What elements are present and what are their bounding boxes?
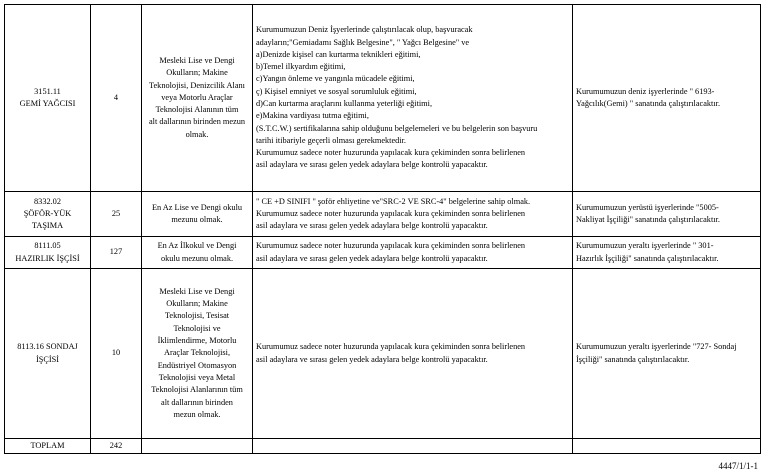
conditions-cell [253,5,573,192]
position-code-cell [5,192,91,237]
note-line: Nakliyat İşçiliği" sanatında çalıştırılacaktır. [576,215,720,224]
condition-line: " CE +D SINIFI " şoför ehliyetine ve"SRC-2 VE SRC-4" belgelerine sahip olmak. [256,196,531,206]
position-code: 8113.16 SONDAJ [17,342,78,352]
positions-table [4,4,761,454]
education-line: İklimlendirme, Motorlu [157,336,237,346]
position-code-cell [5,269,91,439]
empty-cell [573,439,761,454]
condition-line: Kurumumuz sadece noter huzurunda yapılacak kura çekiminden sonra belirlenen [256,241,526,251]
table-row [5,269,761,439]
position-count: 25 [91,192,142,237]
condition-line: Kurumumuz sadece noter huzurunda yapılacak kura çekiminden sonra belirlenen [256,148,526,158]
education-cell [142,269,253,439]
condition-line: Kurumumuz sadece noter huzurunda yapılacak kura çekiminden sonra belirlenen [256,208,526,218]
condition-line: Kurumumuzun Deniz İşyerlerinde çalıştırılacak olup, başvuracak [256,25,473,35]
conditions-cell [253,192,573,237]
education-line: Okulların; Makine [166,68,228,78]
note-line: İşçiliği" sanatında çalıştırılacaktır. [576,354,690,364]
condition-line: e)Makina vardiyası tutma eğitimi, [256,111,369,121]
position-code: 3151.11 [34,86,61,96]
condition-line: ç) Kişisel emniyet ve sosyal sorumluluk eğitimi, [256,86,417,96]
condition-line: asil adaylara ve sırası gelen yedek adaylara belge kontrolü yapacaktır. [256,354,488,364]
position-title: İŞÇİSİ [35,354,60,364]
note-cell [573,237,761,269]
note-line: Kurumumuzun yeraltı işyerlerinde " 301- [576,241,714,251]
position-code: 8332.02 [34,196,61,206]
education-line: Endüstriyel Otomasyon [157,360,237,370]
note-line: Kurumumuzun yeraltı işyerlerinde "727- Sondaj [576,342,737,352]
education-line: Teknolojisi ve [173,323,221,333]
condition-line: a)Denizde kişisel can kurtarma teknikleri eğitimi, [256,49,421,59]
condition-line: adayların;"Gemiadamı Sağlık Belgesine", " Yağcı Belgesine" ve [256,37,470,47]
education-line: En Az Lise ve Dengi okulu [151,202,243,212]
education-line: mezun olmak. [173,409,221,419]
education-line: alt dallarının birinden mezun [148,117,246,127]
condition-line: (S.T.C.W.) sertifikalarına sahip olduğunu belgelemeleri ve bu belgelerin son başvuru [256,123,538,133]
education-line: Teknolojisi Alanının tüm [155,105,239,115]
position-title: HAZIRLIK İŞÇİSİ [15,253,80,263]
table-row [5,192,761,237]
note-line: Yağcılık(Gemi) " sanatında çalıştırılacaktır. [576,99,721,108]
condition-line: asil adaylara ve sırası gelen yedek adaylara belge kontrolü yapacaktır. [256,253,488,263]
education-cell [142,237,253,269]
condition-line: tarihi itibariyle geçerli olması gerekmektedir. [256,135,406,145]
education-line: Araçlar Teknolojisi, [163,348,231,358]
education-cell [142,192,253,237]
position-code: 8111.05 [34,241,61,251]
document-code: 4447/1/1-1 [718,461,758,471]
condition-line: c)Yangın önleme ve yangınla mücadele eğitimi, [256,74,415,84]
condition-line: d)Can kurtarma araçlarını kullanma yeterliği eğitimi, [256,99,433,108]
education-line: Teknolojisi, Tesisat [164,311,230,321]
condition-line: b)Temel ilkyardım eğitimi, [256,62,346,72]
education-line: Teknolojisi, Denizcilik Alanı [149,80,245,90]
position-code-cell [5,237,91,269]
education-line: Okulların; Makine [166,299,228,309]
education-line: Teknolojisi veya Metal [158,372,236,382]
table-row [5,5,761,192]
position-count: 10 [91,269,142,439]
education-line: olmak. [185,129,209,139]
position-count: 4 [91,5,142,192]
condition-line: Kurumumuz sadece noter huzurunda yapılacak kura çekiminden sonra belirlenen [256,342,526,352]
table-row [5,237,761,269]
education-line: alt dallarının birinden [161,397,233,407]
empty-cell [142,439,253,454]
conditions-cell [253,269,573,439]
note-line: Hazırlık İşçiliği" sanatında çalıştırılacaktır. [576,253,719,263]
education-line: okulu mezunu olmak. [160,253,234,263]
total-count: 242 [91,439,142,454]
note-cell [573,192,761,237]
education-line: Mesleki Lise ve Dengi [159,286,235,296]
note-cell [573,5,761,192]
total-label: TOPLAM [5,439,91,454]
note-line: Kurumumuzun yerüstü işyerlerinde "5005- [576,202,719,212]
empty-cell [253,439,573,454]
education-line: veya Motorlu Araçlar [161,92,233,102]
total-row [5,439,761,454]
note-line: Kurumumuzun deniz işyerlerinde " 6193- [576,86,715,96]
position-code-cell [5,5,91,192]
education-cell [142,5,253,192]
education-line: mezunu olmak. [171,215,223,224]
conditions-cell [253,237,573,269]
note-cell [573,269,761,439]
position-title: GEMİ YAĞCISI [19,99,76,108]
position-count: 127 [91,237,142,269]
education-line: Mesleki Lise ve Dengi [159,55,235,65]
education-line: En Az İlkokul ve Dengi [157,241,237,251]
position-title: ŞÖFÖR-YÜK TAŞIMA [23,208,72,231]
education-line: Teknolojisi Alanlarının tüm [151,385,243,395]
condition-line: asil adaylara ve sırası gelen yedek adaylara belge kontrolü yapacaktır. [256,221,488,231]
condition-line: asil adaylara ve sırası gelen yedek adaylara belge kontrolü yapacaktır. [256,160,488,170]
